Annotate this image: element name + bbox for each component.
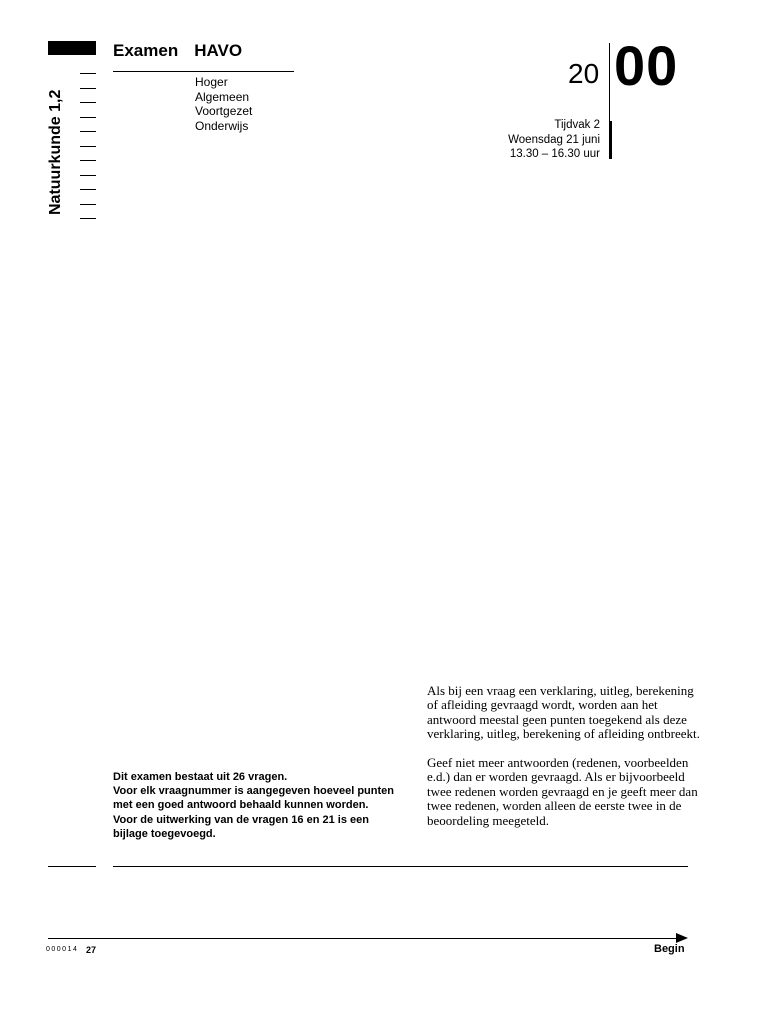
instruction-paragraph: Geef niet meer antwoorden (redenen, voorbeelden e.d.) dan er worden gevraagd. Als er bijvoorbeeld twee redenen worden gevraagd en je geeft meer dan twee redenen, worden alleen de eerste twee in de beoordeling meegeteld. xyxy=(427,755,698,828)
instruction-paragraph: Als bij een vraag een verklaring, uitleg, berekening of afleiding gevraagd wordt, worden aan het antwoord meestal geen punten toegekend als deze verklaring, uitleg, berekening of afleiding ontbreekt. xyxy=(427,683,700,742)
footer-arrow-line xyxy=(48,938,678,939)
begin-label: Begin xyxy=(654,943,685,955)
exam-heading xyxy=(113,41,242,61)
exam-info xyxy=(113,770,403,841)
level-expansion-line: Algemeen xyxy=(195,89,250,104)
session-label: Tijdvak 2 xyxy=(554,119,600,131)
year-divider-thick xyxy=(609,121,612,159)
level-expansion-line: Hoger xyxy=(195,75,228,89)
exam-level: HAVO xyxy=(194,41,243,60)
section-rule-left xyxy=(48,866,96,867)
exam-info-line: Voor de uitwerking van de vragen 16 en 21 is een bijlage toegevoegd. xyxy=(113,813,369,840)
exam-info-line: Dit examen bestaat uit 26 vragen. xyxy=(113,771,288,783)
level-expansion xyxy=(195,75,252,133)
exam-word: Examen xyxy=(113,41,179,60)
margin-black-bar xyxy=(48,41,96,55)
level-expansion-line: Onderwijs xyxy=(195,118,249,133)
arrow-right-icon xyxy=(676,933,688,943)
page-number: 27 xyxy=(86,945,97,955)
year-prefix: 20 xyxy=(568,58,600,89)
heading-rule xyxy=(113,71,294,72)
level-expansion-line: Voortgezet xyxy=(195,104,253,118)
section-rule xyxy=(113,866,688,867)
exam-date: Woensdag 21 juni xyxy=(508,133,600,146)
subject-title: Natuurkunde 1,2 xyxy=(47,89,64,215)
document-code: 000014 xyxy=(46,946,79,953)
year-suffix: 00 xyxy=(614,34,679,97)
exam-schedule xyxy=(470,118,600,162)
answer-instructions xyxy=(427,684,702,842)
exam-info-line: Voor elk vraagnummer is aangegeven hoeveel punten met een goed antwoord behaald kunnen worden. xyxy=(113,785,394,812)
margin-tick-marks xyxy=(80,73,96,233)
exam-time: 13.30 – 16.30 uur xyxy=(509,148,600,160)
